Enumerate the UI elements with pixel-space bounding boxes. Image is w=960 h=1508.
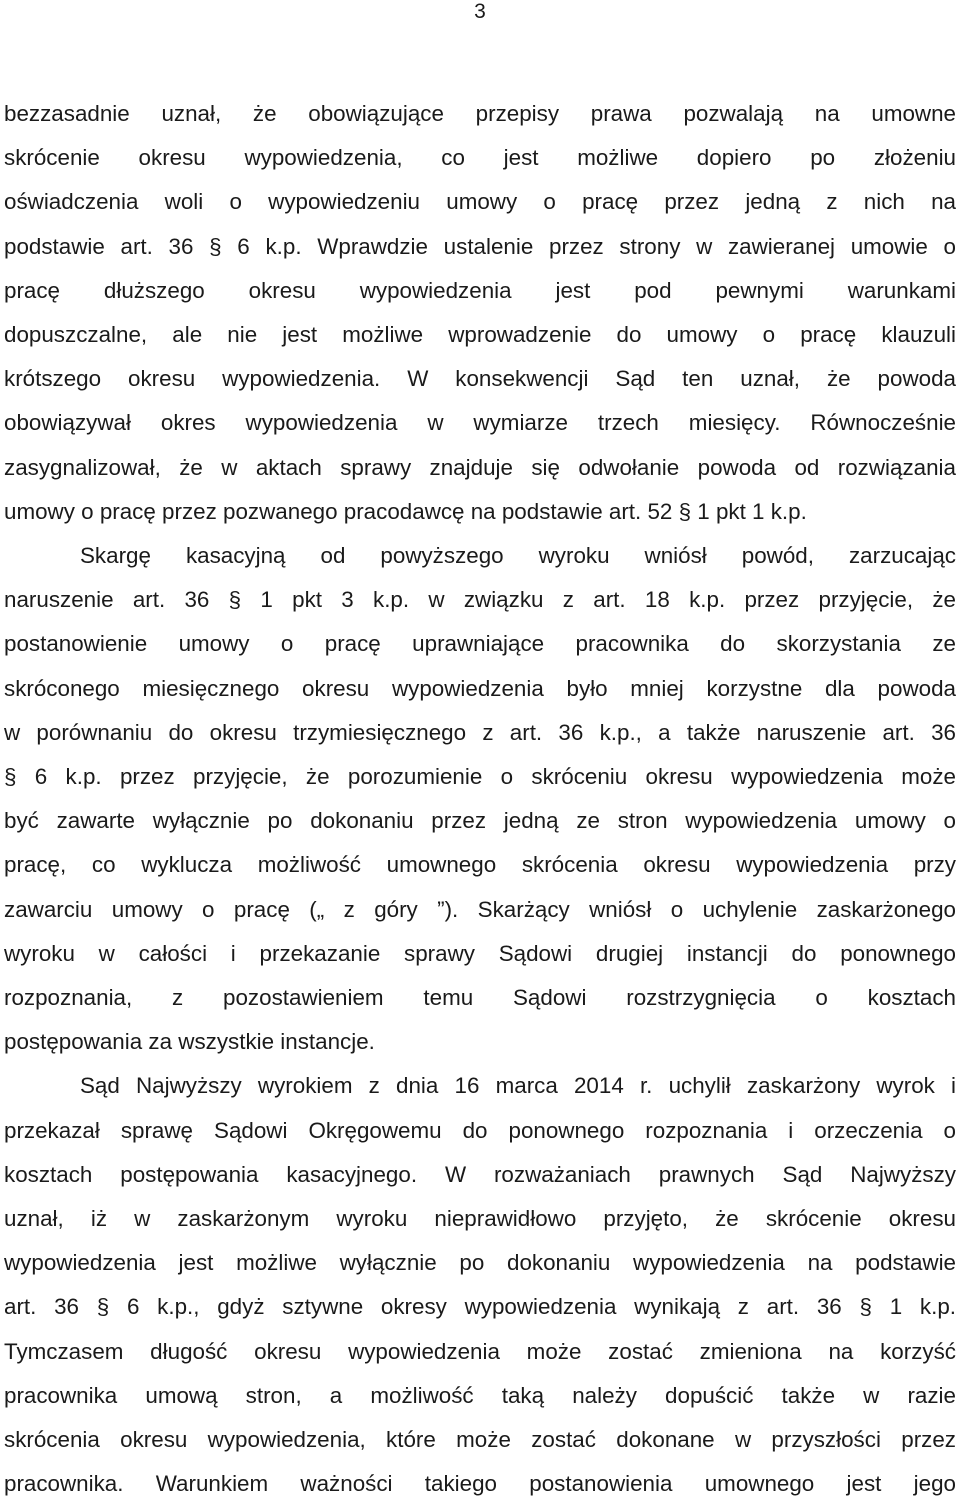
text-line: bezzasadnie uznał, że obowiązujące przepisy prawa pozwalają na umowne — [4, 101, 956, 126]
text-line: Sąd Najwyższy wyrokiem z dnia 16 marca 2014 r. uchylił zaskarżony wyrok i — [80, 1073, 956, 1099]
text-line: naruszenie art. 36 § 1 pkt 3 k.p. w związku z art. 18 k.p. przez przyjęcie, że — [4, 587, 956, 613]
text-line: być zawarte wyłącznie po dokonaniu przez jedną ze stron wypowiedzenia umowy o — [4, 808, 956, 834]
paragraph-1 — [4, 92, 956, 534]
text-line: skrócenia okresu wypowiedzenia, które może zostać dokonane w przyszłości przez — [4, 1427, 956, 1453]
text-line: zasygnalizował, że w aktach sprawy znajduje się odwołanie powoda od rozwiązania — [4, 454, 956, 480]
text-line: zawarciu umowy o pracę („ z góry ”). Skarżący wniósł o uchylenie zaskarżonego — [4, 896, 956, 922]
text-line: wyroku w całości i przekazanie sprawy Sądowi drugiej instancji do ponownego — [4, 940, 956, 966]
paragraph-3 — [4, 1064, 956, 1506]
text-line: pracownika umową stron, a możliwość taką należy dopuścić także w razie — [4, 1382, 956, 1408]
text-line: przekazał sprawę Sądowi Okręgowemu do ponownego rozpoznania i orzeczenia o — [4, 1117, 956, 1143]
paragraph-2 — [4, 534, 956, 1064]
text-line: art. 36 § 6 k.p., gdyż sztywne okresy wypowiedzenia wynikają z art. 36 § 1 k.p. — [4, 1294, 956, 1320]
text-line: pracę, co wyklucza możliwość umownego skrócenia okresu wypowiedzenia przy — [4, 852, 956, 878]
text-line: pracę dłuższego okresu wypowiedzenia jest pod pewnymi warunkami — [4, 277, 956, 303]
document-body — [4, 92, 956, 1507]
text-line: wypowiedzenia jest możliwe wyłącznie po dokonaniu wypowiedzenia na podstawie — [4, 1250, 956, 1276]
text-line: podstawie art. 36 § 6 k.p. Wprawdzie ustalenie przez strony w zawieranej umowie o — [4, 233, 956, 259]
text-line: uznał, iż w zaskarżonym wyroku nieprawidłowo przyjęto, że skrócenie okresu — [4, 1206, 956, 1232]
page-number: 3 — [474, 0, 486, 23]
text-line: skrócenie okresu wypowiedzenia, co jest możliwe dopiero po złożeniu — [4, 145, 956, 171]
text-line: pracownika. Warunkiem ważności takiego postanowienia umownego jest jego — [4, 1471, 956, 1497]
text-line: kosztach postępowania kasacyjnego. W rozważaniach prawnych Sąd Najwyższy — [4, 1161, 956, 1187]
text-line: postanowienie umowy o pracę uprawniające pracownika do skorzystania ze — [4, 631, 956, 657]
text-line: Skargę kasacyjną od powyższego wyroku wniósł powód, zarzucając — [80, 543, 956, 569]
text-line: rozpoznania, z pozostawieniem temu Sądowi rozstrzygnięcia o kosztach — [4, 985, 956, 1011]
text-line: obowiązywał okres wypowiedzenia w wymiarze trzech miesięcy. Równocześnie — [4, 410, 956, 436]
text-line: Tymczasem długość okresu wypowiedzenia może zostać zmieniona na korzyść — [4, 1338, 956, 1364]
text-line: w porównaniu do okresu trzymiesięcznego z art. 36 k.p., a także naruszenie art. 36 — [4, 719, 956, 745]
text-line: skróconego miesięcznego okresu wypowiedzenia było mniej korzystne dla powoda — [4, 675, 956, 701]
text-line: dopuszczalne, ale nie jest możliwe wprowadzenie do umowy o pracę klauzuli — [4, 322, 956, 348]
text-line: § 6 k.p. przez przyjęcie, że porozumienie o skróceniu okresu wypowiedzenia może — [4, 764, 956, 790]
text-line: umowy o pracę przez pozwanego pracodawcę na podstawie art. 52 § 1 pkt 1 k.p. — [4, 498, 807, 524]
text-line: krótszego okresu wypowiedzenia. W konsekwencji Sąd ten uznał, że powoda — [4, 366, 956, 392]
text-line: oświadczenia woli o wypowiedzeniu umowy o pracę przez jedną z nich na — [4, 189, 956, 215]
text-line: postępowania za wszystkie instancje. — [4, 1029, 375, 1055]
